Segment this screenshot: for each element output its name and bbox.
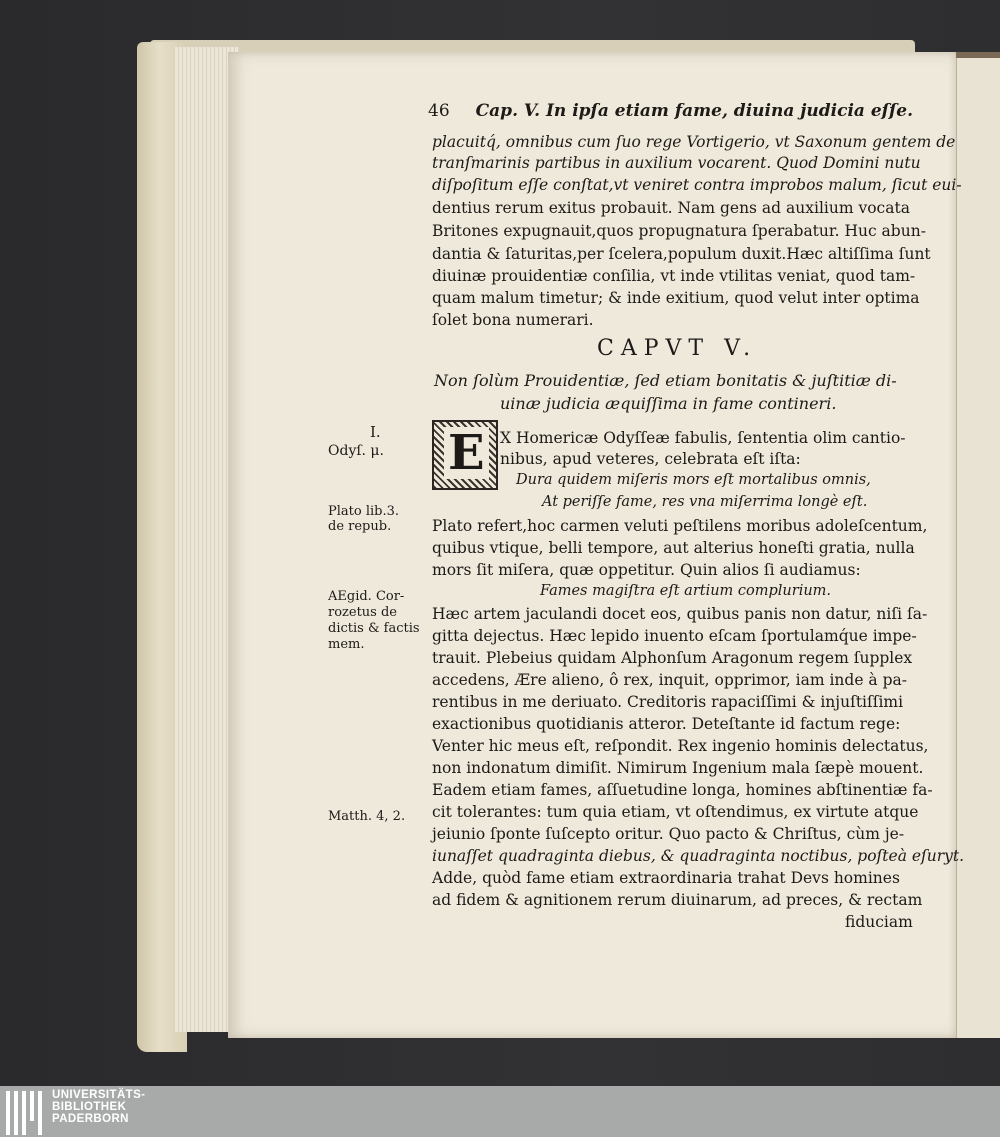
text-line: trauit. Plebeius quidam Alphonſum Aragonum regem ſupplex [432, 649, 913, 667]
text-line: accedens, Ære alieno, ô rex, inquit, opprimor, iam inde à pa- [432, 671, 907, 689]
text-line: dentius rerum exitus probauit. Nam gens ad auxilium vocata [432, 199, 910, 217]
verse-line: Dura quidem miſeris mors eſt mortalibus omnis, [516, 472, 871, 488]
margin-note: mem. [328, 637, 365, 652]
text-line: ſolet bona numerari. [432, 311, 594, 329]
library-logo-icon [6, 1091, 42, 1135]
text-line: gitta dejectus. Hæc lepido inuento eſcam ſportulamq́ue impe- [432, 627, 917, 645]
page-number: 46 [428, 101, 450, 121]
verse-line: Fames magiſtra eſt artium complurium. [540, 583, 832, 599]
text-line: dantia & ſaturitas,per ſcelera,populum duxit.Hæc altiſſima ſunt [432, 245, 931, 263]
running-head-title: Cap. V. In ipſa etiam fame, diuina judicia eſſe. [475, 101, 914, 121]
text-line: Hæc artem jaculandi docet eos, quibus panis non datur, niſi ſa- [432, 605, 928, 623]
chapter-subtitle: uinæ judicia æquiſſima in fame contineri. [500, 394, 837, 413]
text-line: Venter hic meus eſt, reſpondit. Rex ingenio hominis delectatus, [432, 737, 929, 755]
text-line: non indonatum dimiſit. Nimirum Ingenium mala ſæpè mouent. [432, 759, 924, 777]
margin-note: Odyſ. μ. [328, 443, 384, 459]
text-line: Britones expugnauit,quos propugnatura ſperabatur. Huc abun- [432, 222, 926, 240]
margin-note: dictis & factis [328, 621, 420, 636]
text-line: diſpoſitum eſſe conſtat,vt veniret contra improbos malum, ſicut eui- [432, 176, 962, 194]
library-banner [0, 1086, 1000, 1137]
text-line: diuinæ prouidentiæ conſilia, vt inde vtilitas veniat, quod tam- [432, 267, 916, 285]
text-line: quam malum timetur; & inde exitium, quod velut inter optima [432, 289, 920, 307]
facing-page-edge [956, 58, 1000, 1038]
running-head [428, 101, 913, 121]
decorated-initial [432, 420, 498, 490]
margin-note: Matth. 4, 2. [328, 809, 406, 824]
verse-line: At periſſe fame, res vna miſerrima longè eſt. [542, 494, 868, 510]
chapter-heading: CAPVT V. [597, 336, 758, 361]
text-line: X Homericæ Odyſſeæ fabulis, ſententia olim cantio- [500, 429, 906, 447]
margin-note: I. [370, 423, 381, 441]
text-line: quibus vtique, belli tempore, aut alterius honeſti gratia, nulla [432, 539, 915, 557]
text-line: exactionibus quotidianis atteror. Deteſtante id factum rege: [432, 715, 901, 733]
text-line: tranſmarinis partibus in auxilium vocarent. Quod Domini nutu [432, 154, 921, 172]
initial-letter: E [444, 427, 489, 479]
library-name-line2: BIBLIOTHEK [52, 1101, 127, 1113]
catchword: fiduciam [845, 913, 913, 931]
text-line: Adde, quòd fame etiam extraordinaria trahat Devs homines [432, 869, 900, 887]
library-name-line3: PADERBORN [52, 1113, 129, 1125]
text-line: iunaſſet quadraginta diebus, & quadraginta noctibus, poſteà eſuryt. [432, 847, 965, 865]
margin-note: AEgid. Cor- [328, 589, 405, 604]
text-line: jeiunio ſponte ſuſcepto oritur. Quo pacto & Chriſtus, cùm je- [432, 825, 905, 843]
margin-note: rozetus de [328, 605, 397, 620]
library-name-line1: UNIVERSITÄTS- [52, 1089, 146, 1101]
text-line: cit tolerantes: tum quia etiam, vt oſtendimus, ex virtute atque [432, 803, 919, 821]
text-line: placuitq́, omnibus cum ſuo rege Vortigerio, vt Saxonum gentem de [432, 133, 956, 151]
text-line: nibus, apud veteres, celebrata eſt iſta: [500, 450, 801, 468]
margin-note: Plato lib.3. [328, 504, 400, 519]
text-line: Plato refert,hoc carmen veluti peſtilens moribus adoleſcentum, [432, 517, 928, 535]
chapter-subtitle: Non ſolùm Prouidentiæ, ſed etiam bonitatis & juſtitiæ di- [434, 371, 897, 390]
margin-note: de repub. [328, 519, 392, 534]
text-line: Eadem etiam fames, aſſuetudine longa, homines abſtinentiæ fa- [432, 781, 933, 799]
text-line: ad fidem & agnitionem rerum diuinarum, ad preces, & rectam [432, 891, 923, 909]
text-line: mors ſit miſera, quæ oppetitur. Quin alios ſi audiamus: [432, 561, 861, 579]
text-line: rentibus in me deriuato. Creditoris rapaciſſimi & injuſtiſſimi [432, 693, 904, 711]
